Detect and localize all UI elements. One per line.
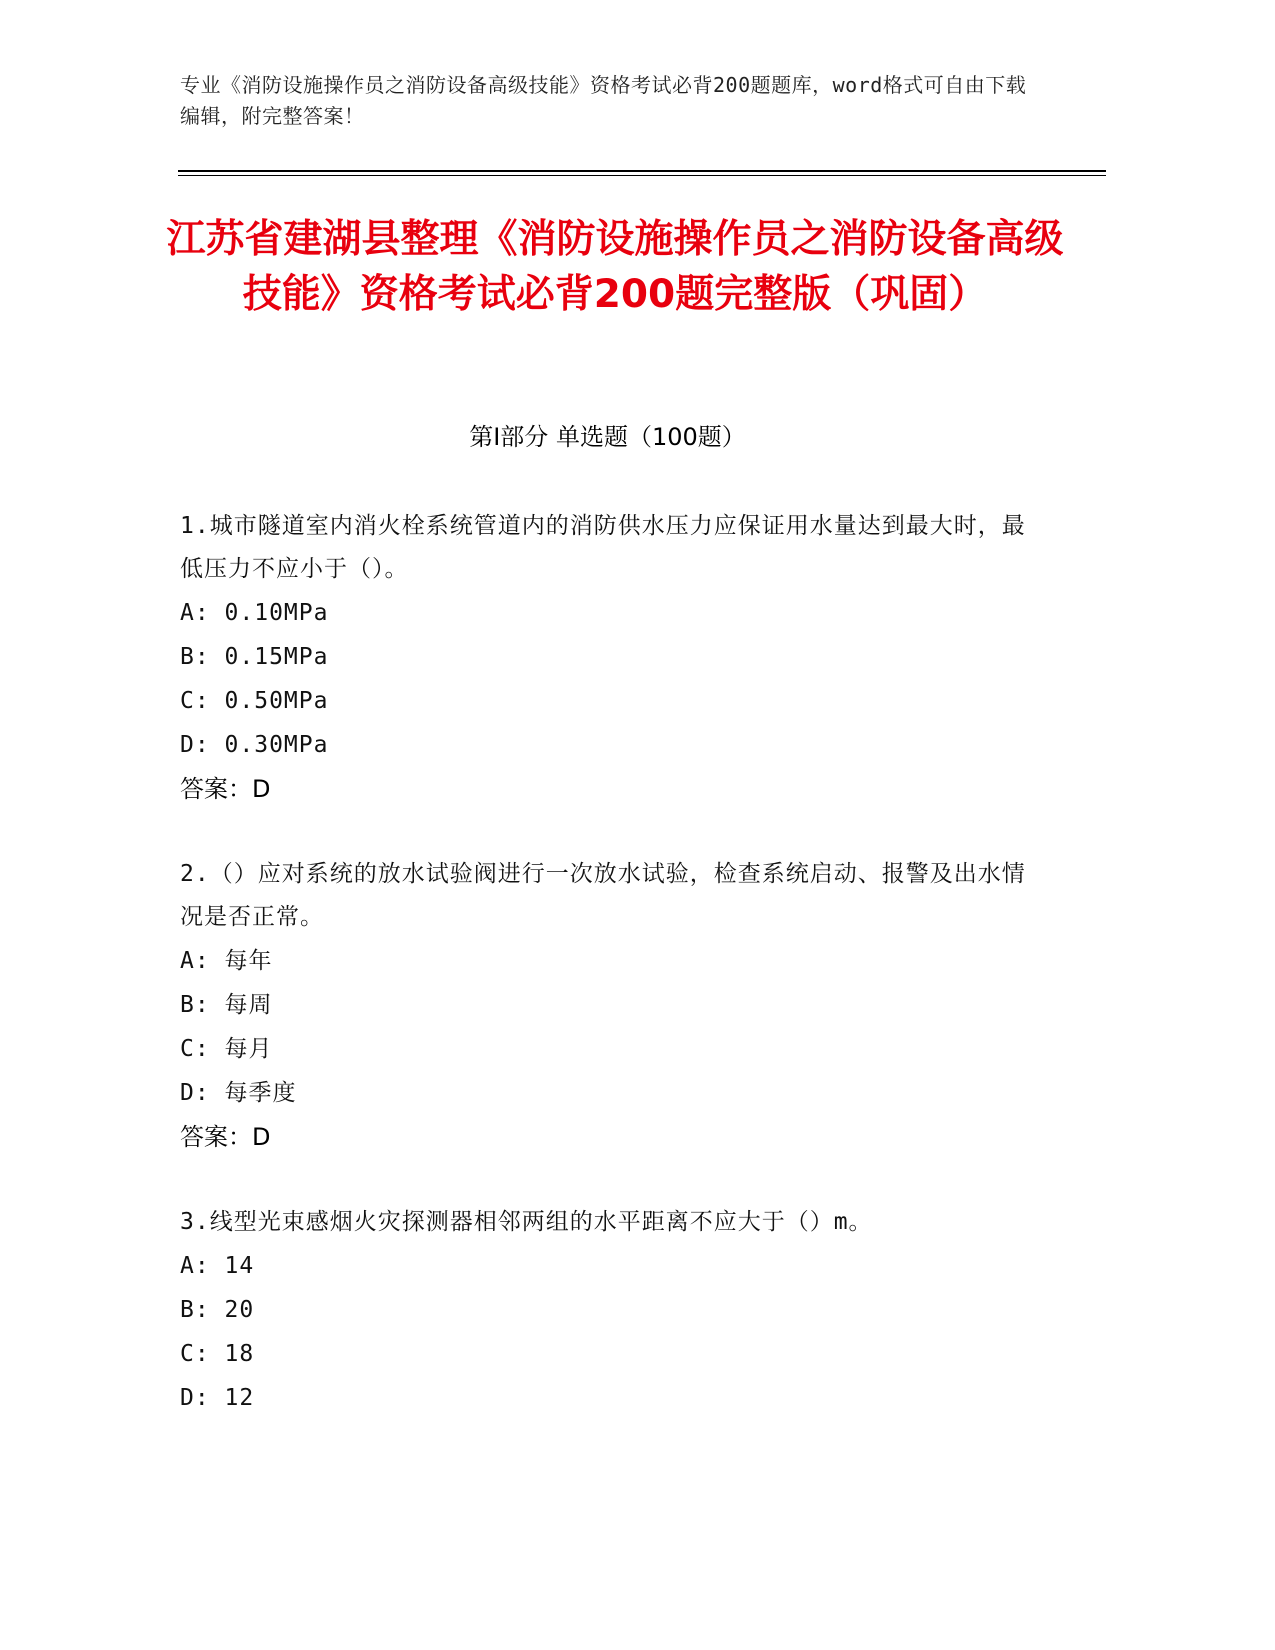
answer: 答案：D — [180, 775, 271, 803]
header-note: 专业《消防设施操作员之消防设备高级技能》资格考试必背200题题库，word格式可自由下载编辑，附完整答案！ — [180, 73, 1027, 128]
option-b: B: 20 — [180, 1297, 255, 1323]
question-stem: 3.线型光束感烟火灾探测器相邻两组的水平距离不应大于（）m。 — [180, 1209, 873, 1235]
option-d: D: 0.30MPa — [180, 732, 329, 758]
question-stem: 2.（）应对系统的放水试验阀进行一次放水试验，检查系统启动、报警及出水情况是否正常。 — [180, 861, 1026, 930]
header-divider-thin — [178, 175, 1106, 176]
option-d: D: 12 — [180, 1385, 255, 1411]
question-2 — [180, 853, 1030, 1159]
question-1 — [180, 505, 1030, 811]
option-a: A: 0.10MPa — [180, 600, 329, 626]
section-title: 第I部分 单选题（100题） — [469, 423, 746, 451]
document-title: 江苏省建湖县整理《消防设施操作员之消防设备高级技能》资格考试必背200题完整版（巩固） — [166, 217, 1064, 317]
answer: 答案：D — [180, 1123, 271, 1151]
question-list — [180, 505, 1030, 1462]
option-c: C: 每月 — [180, 1036, 273, 1062]
header-divider-thick — [178, 170, 1106, 172]
option-b: B: 每周 — [180, 992, 273, 1018]
question-3 — [180, 1201, 1030, 1420]
option-c: C: 18 — [180, 1341, 255, 1367]
option-b: B: 0.15MPa — [180, 644, 329, 670]
option-a: A: 每年 — [180, 948, 273, 974]
question-stem: 1.城市隧道室内消火栓系统管道内的消防供水压力应保证用水量达到最大时，最低压力不应小于（）。 — [180, 513, 1026, 582]
option-c: C: 0.50MPa — [180, 688, 329, 714]
option-d: D: 每季度 — [180, 1080, 297, 1106]
option-a: A: 14 — [180, 1253, 255, 1279]
